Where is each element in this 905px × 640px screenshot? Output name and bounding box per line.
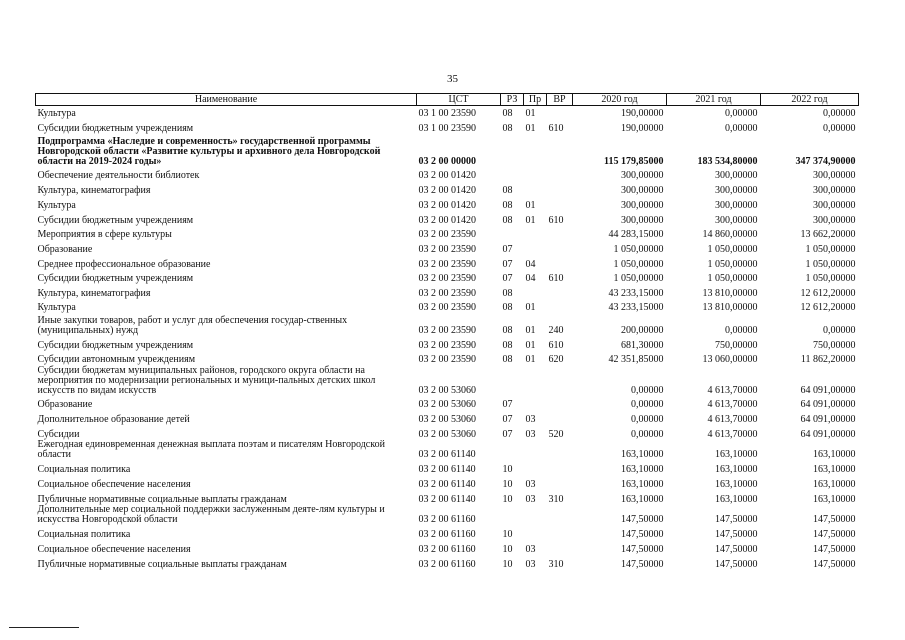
cell-pr: 01 [525, 353, 536, 365]
table-row [36, 196, 859, 211]
cell-name: Культура [37, 199, 76, 211]
cell-rz: 10 [502, 543, 513, 555]
cell-rz [501, 505, 524, 525]
table-row [36, 540, 859, 555]
cell-pr [524, 226, 547, 240]
cell-rz: 07 [502, 272, 513, 284]
cell-pr: 01 [525, 324, 536, 336]
cell-pr: 03 [525, 558, 536, 570]
cell-2022: 147,50000 [813, 558, 856, 570]
table-row [36, 167, 859, 181]
cell-2022: 64 091,00000 [800, 398, 856, 410]
cell-2020: 43 233,15000 [608, 287, 664, 299]
table-row [36, 284, 859, 299]
cell-cst: 03 2 00 23590 [418, 301, 476, 313]
cell-cst: 03 2 00 23590 [418, 243, 476, 255]
cell-2021: 163,10000 [715, 478, 758, 490]
table-row [36, 440, 859, 460]
cell-2021: 163,10000 [715, 493, 758, 505]
cell-pr [524, 240, 547, 255]
cell-2020: 1 050,00000 [613, 258, 664, 270]
column-header-2022: 2022 год [761, 94, 859, 106]
cell-2021: 13 810,00000 [702, 287, 758, 299]
table-row [36, 255, 859, 270]
cell-rz: 08 [502, 122, 513, 134]
cell-cst: 03 2 00 01420 [418, 214, 476, 226]
cell-2020: 147,50000 [621, 543, 664, 555]
cell-pr [524, 181, 547, 196]
cell-name: Социальная политика [37, 528, 131, 540]
cell-rz: 07 [502, 428, 513, 440]
cell-name: Социальное обеспечение населения [37, 543, 191, 555]
table-row [36, 525, 859, 540]
cell-name: Субсидии бюджетным учреждениям [37, 122, 194, 134]
table-row [36, 134, 859, 167]
cell-vr [547, 410, 573, 425]
cell-name: Мероприятия в сфере культуры [37, 228, 172, 240]
cell-2020: 163,10000 [621, 448, 664, 460]
cell-2022: 163,10000 [813, 463, 856, 475]
cell-name: Образование [37, 398, 93, 410]
cell-vr: 610 [548, 272, 564, 284]
cell-2021: 0,00000 [725, 324, 758, 336]
cell-2022: 0,00000 [823, 324, 856, 336]
cell-2020: 0,00000 [631, 384, 664, 396]
cell-name: Публичные нормативные социальные выплаты гражданам [37, 493, 287, 505]
cell-vr [547, 525, 573, 540]
cell-2022: 0,00000 [823, 122, 856, 134]
cell-cst: 03 1 00 23590 [418, 107, 476, 119]
cell-pr [524, 134, 547, 167]
cell-2022: 64 091,00000 [800, 413, 856, 425]
cell-rz: 08 [502, 301, 513, 313]
cell-cst: 03 2 00 23590 [418, 228, 476, 240]
cell-vr: 610 [548, 214, 564, 226]
cell-2022: 300,00000 [813, 169, 856, 181]
cell-pr: 03 [525, 493, 536, 505]
cell-name: Дополнительное образование детей [37, 413, 190, 425]
cell-rz: 08 [502, 353, 513, 365]
cell-cst: 03 2 00 01420 [418, 184, 476, 196]
cell-vr [547, 440, 573, 460]
cell-name: Субсидии автономным учреждениям [37, 353, 196, 365]
cell-vr: 610 [548, 122, 564, 134]
footnote-separator [9, 627, 79, 628]
cell-2021: 4 613,70000 [707, 384, 758, 396]
cell-2020: 300,00000 [621, 199, 664, 211]
cell-2022: 1 050,00000 [805, 258, 856, 270]
cell-pr: 01 [525, 107, 536, 119]
cell-2020: 190,00000 [621, 122, 664, 134]
cell-2021: 1 050,00000 [707, 272, 758, 284]
cell-cst: 03 2 00 01420 [418, 199, 476, 211]
cell-rz: 10 [502, 528, 513, 540]
cell-rz: 08 [502, 107, 513, 119]
cell-pr: 04 [525, 258, 536, 270]
cell-rz: 08 [502, 199, 513, 211]
cell-2021: 300,00000 [715, 214, 758, 226]
column-header-cst: ЦСТ [417, 94, 501, 106]
cell-name: Субсидии бюджетным учреждениям [37, 339, 194, 351]
cell-pr: 01 [525, 339, 536, 351]
cell-2020: 163,10000 [621, 463, 664, 475]
cell-cst: 03 2 00 61140 [418, 448, 476, 460]
cell-name: Иные закупки товаров, работ и услуг для обеспечения государ-ственных (муниципальных) нужд [37, 314, 348, 336]
cell-name: Подпрограмма «Наследие и современность» государственной программы Новгородской области «Развитие культуры и архивного дела Новгородской области на 2019-2024 годы» [37, 135, 381, 167]
cell-name: Публичные нормативные социальные выплаты гражданам [37, 558, 287, 570]
table-row [36, 313, 859, 336]
cell-rz [501, 226, 524, 240]
cell-vr: 520 [548, 428, 564, 440]
cell-rz [501, 365, 524, 396]
cell-vr [547, 167, 573, 181]
cell-vr [547, 460, 573, 475]
cell-name: Социальная политика [37, 463, 131, 475]
table-row [36, 460, 859, 475]
cell-2022: 163,10000 [813, 493, 856, 505]
cell-rz [501, 440, 524, 460]
cell-cst: 03 2 00 23590 [418, 324, 476, 336]
cell-2022: 1 050,00000 [805, 272, 856, 284]
column-header-pr: Пр [524, 94, 547, 106]
cell-cst: 03 2 00 23590 [418, 272, 476, 284]
cell-2021: 1 050,00000 [707, 258, 758, 270]
cell-2021: 4 613,70000 [707, 398, 758, 410]
cell-pr: 01 [525, 214, 536, 226]
cell-vr: 610 [548, 339, 564, 351]
cell-2022: 163,10000 [813, 448, 856, 460]
cell-pr [524, 167, 547, 181]
cell-2021: 0,00000 [725, 122, 758, 134]
cell-rz: 08 [502, 287, 513, 299]
cell-cst: 03 2 00 61140 [418, 463, 476, 475]
cell-name: Субсидии бюджетным учреждениям [37, 214, 194, 226]
cell-pr [524, 525, 547, 540]
cell-cst: 03 2 00 53060 [418, 413, 476, 425]
column-header-rz: РЗ [501, 94, 524, 106]
cell-cst: 03 2 00 01420 [418, 169, 476, 181]
cell-2022: 147,50000 [813, 528, 856, 540]
cell-2020: 42 351,85000 [608, 353, 664, 365]
cell-pr: 03 [525, 413, 536, 425]
column-header-2021: 2021 год [667, 94, 761, 106]
cell-name: Дополнительные мер социальной поддержки заслуженным деяте-лям культуры и искусства Новгородской области [37, 504, 385, 525]
page-number: 35 [447, 73, 458, 85]
cell-name: Социальное обеспечение населения [37, 478, 191, 490]
cell-2022: 12 612,20000 [800, 301, 856, 313]
cell-rz: 10 [502, 478, 513, 490]
cell-2020: 0,00000 [631, 428, 664, 440]
cell-vr [547, 365, 573, 396]
table-row [36, 336, 859, 351]
table-row [36, 211, 859, 226]
cell-2020: 200,00000 [621, 324, 664, 336]
cell-vr [547, 106, 573, 119]
cell-2021: 147,50000 [715, 558, 758, 570]
cell-rz: 10 [502, 463, 513, 475]
cell-2022: 147,50000 [813, 513, 856, 525]
cell-2021: 750,00000 [715, 339, 758, 351]
cell-name: Образование [37, 243, 93, 255]
cell-rz: 08 [502, 214, 513, 226]
cell-2021: 147,50000 [715, 513, 758, 525]
cell-rz: 07 [502, 243, 513, 255]
cell-2020: 1 050,00000 [613, 272, 664, 284]
cell-2022: 300,00000 [813, 184, 856, 196]
cell-2020: 190,00000 [621, 107, 664, 119]
cell-name: Культура [37, 301, 76, 313]
cell-2021: 163,10000 [715, 463, 758, 475]
cell-vr [547, 505, 573, 525]
cell-2020: 681,30000 [621, 339, 664, 351]
table-header-row [36, 94, 859, 106]
cell-pr: 03 [525, 478, 536, 490]
table-row [36, 299, 859, 313]
cell-pr: 01 [525, 122, 536, 134]
cell-2020: 300,00000 [621, 169, 664, 181]
cell-vr [547, 134, 573, 167]
budget-table [35, 93, 859, 570]
cell-cst: 03 2 00 23590 [418, 353, 476, 365]
cell-2022: 750,00000 [813, 339, 856, 351]
cell-2020: 43 233,15000 [608, 301, 664, 313]
cell-name: Ежегодная единовременная денежная выплата поэтам и писателям Новгородской области [37, 439, 385, 460]
cell-rz: 08 [502, 339, 513, 351]
cell-pr: 04 [525, 272, 536, 284]
cell-pr [524, 396, 547, 410]
cell-pr [524, 505, 547, 525]
cell-2021: 300,00000 [715, 169, 758, 181]
cell-rz: 10 [502, 558, 513, 570]
cell-vr [547, 226, 573, 240]
cell-cst: 03 2 00 00000 [418, 155, 476, 167]
cell-2020: 0,00000 [631, 398, 664, 410]
cell-name: Среднее профессиональное образование [37, 258, 211, 270]
cell-vr [547, 475, 573, 490]
cell-2020: 44 283,15000 [608, 228, 664, 240]
cell-pr: 01 [525, 301, 536, 313]
cell-2022: 12 612,20000 [800, 287, 856, 299]
cell-vr: 240 [548, 324, 564, 336]
cell-2021: 1 050,00000 [707, 243, 758, 255]
cell-2020: 163,10000 [621, 493, 664, 505]
cell-cst: 03 2 00 61140 [418, 478, 476, 490]
cell-2022: 163,10000 [813, 478, 856, 490]
cell-rz: 08 [502, 184, 513, 196]
cell-2021: 147,50000 [715, 543, 758, 555]
cell-rz: 07 [502, 258, 513, 270]
table-row [36, 351, 859, 365]
cell-cst: 03 2 00 23590 [418, 339, 476, 351]
cell-2022: 64 091,00000 [800, 428, 856, 440]
table-row [36, 226, 859, 240]
table-row [36, 505, 859, 525]
cell-2021: 4 613,70000 [707, 428, 758, 440]
cell-name: Субсидии бюджетам муниципальных районов, городского округа области на мероприятия по модернизации региональных и муници-пальных детских школ искусств по видам искусств [37, 364, 376, 396]
cell-2020: 300,00000 [621, 214, 664, 226]
cell-rz: 07 [502, 413, 513, 425]
table-row [36, 240, 859, 255]
cell-2022: 300,00000 [813, 214, 856, 226]
cell-2021: 4 613,70000 [707, 413, 758, 425]
cell-2022: 13 662,20000 [800, 228, 856, 240]
cell-pr [524, 460, 547, 475]
cell-rz [501, 134, 524, 167]
table-row [36, 119, 859, 134]
cell-2022: 11 862,20000 [800, 353, 856, 365]
cell-2021: 147,50000 [715, 528, 758, 540]
cell-2020: 163,10000 [621, 478, 664, 490]
column-header-vr: ВР [547, 94, 573, 106]
cell-2021: 13 060,00000 [702, 353, 758, 365]
cell-name: Культура, кинематография [37, 184, 151, 196]
cell-pr: 03 [525, 543, 536, 555]
cell-2021: 0,00000 [725, 107, 758, 119]
cell-2021: 300,00000 [715, 184, 758, 196]
cell-2021: 183 534,80000 [697, 155, 758, 167]
cell-rz: 10 [502, 493, 513, 505]
cell-cst: 03 2 00 61140 [418, 493, 476, 505]
table-row [36, 106, 859, 119]
cell-2021: 14 860,00000 [702, 228, 758, 240]
cell-rz [501, 167, 524, 181]
cell-cst: 03 2 00 23590 [418, 287, 476, 299]
cell-vr [547, 240, 573, 255]
table-row [36, 475, 859, 490]
cell-2020: 147,50000 [621, 528, 664, 540]
table-body [36, 106, 859, 570]
cell-vr [547, 284, 573, 299]
cell-pr: 03 [525, 428, 536, 440]
cell-vr [547, 396, 573, 410]
table-row [36, 396, 859, 410]
cell-vr [547, 540, 573, 555]
cell-vr [547, 255, 573, 270]
cell-2020: 1 050,00000 [613, 243, 664, 255]
table-row [36, 490, 859, 505]
cell-2022: 64 091,00000 [800, 384, 856, 396]
table-row [36, 425, 859, 440]
table-row [36, 181, 859, 196]
cell-2022: 147,50000 [813, 543, 856, 555]
cell-2020: 147,50000 [621, 558, 664, 570]
cell-cst: 03 1 00 23590 [418, 122, 476, 134]
cell-cst: 03 2 00 61160 [418, 528, 476, 540]
cell-cst: 03 2 00 53060 [418, 428, 476, 440]
cell-cst: 03 2 00 61160 [418, 558, 476, 570]
cell-cst: 03 2 00 53060 [418, 398, 476, 410]
table-row [36, 365, 859, 396]
cell-rz: 08 [502, 324, 513, 336]
column-header-name: Наименование [36, 94, 417, 106]
column-header-2020: 2020 год [573, 94, 667, 106]
cell-cst: 03 2 00 53060 [418, 384, 476, 396]
cell-2021: 300,00000 [715, 199, 758, 211]
cell-cst: 03 2 00 61160 [418, 513, 476, 525]
cell-vr [547, 299, 573, 313]
cell-vr [547, 196, 573, 211]
cell-name: Культура [37, 107, 76, 119]
cell-2022: 0,00000 [823, 107, 856, 119]
cell-2022: 1 050,00000 [805, 243, 856, 255]
cell-name: Обеспечение деятельности библиотек [37, 169, 200, 181]
cell-cst: 03 2 00 23590 [418, 258, 476, 270]
cell-vr [547, 181, 573, 196]
cell-2020: 115 179,85000 [604, 155, 664, 167]
cell-2022: 300,00000 [813, 199, 856, 211]
cell-2021: 163,10000 [715, 448, 758, 460]
cell-pr [524, 284, 547, 299]
table-row [36, 555, 859, 570]
cell-2020: 147,50000 [621, 513, 664, 525]
cell-cst: 03 2 00 61160 [418, 543, 476, 555]
cell-2021: 13 810,00000 [702, 301, 758, 313]
table-row [36, 410, 859, 425]
cell-pr [524, 440, 547, 460]
cell-pr [524, 365, 547, 396]
cell-2020: 300,00000 [621, 184, 664, 196]
cell-pr: 01 [525, 199, 536, 211]
table-row [36, 270, 859, 284]
cell-vr: 620 [548, 353, 564, 365]
cell-rz: 07 [502, 398, 513, 410]
cell-vr: 310 [548, 493, 564, 505]
cell-2020: 0,00000 [631, 413, 664, 425]
cell-vr: 310 [548, 558, 564, 570]
cell-name: Субсидии [37, 428, 80, 440]
cell-2022: 347 374,90000 [795, 155, 856, 167]
cell-name: Культура, кинематография [37, 287, 151, 299]
cell-name: Субсидии бюджетным учреждениям [37, 272, 194, 284]
